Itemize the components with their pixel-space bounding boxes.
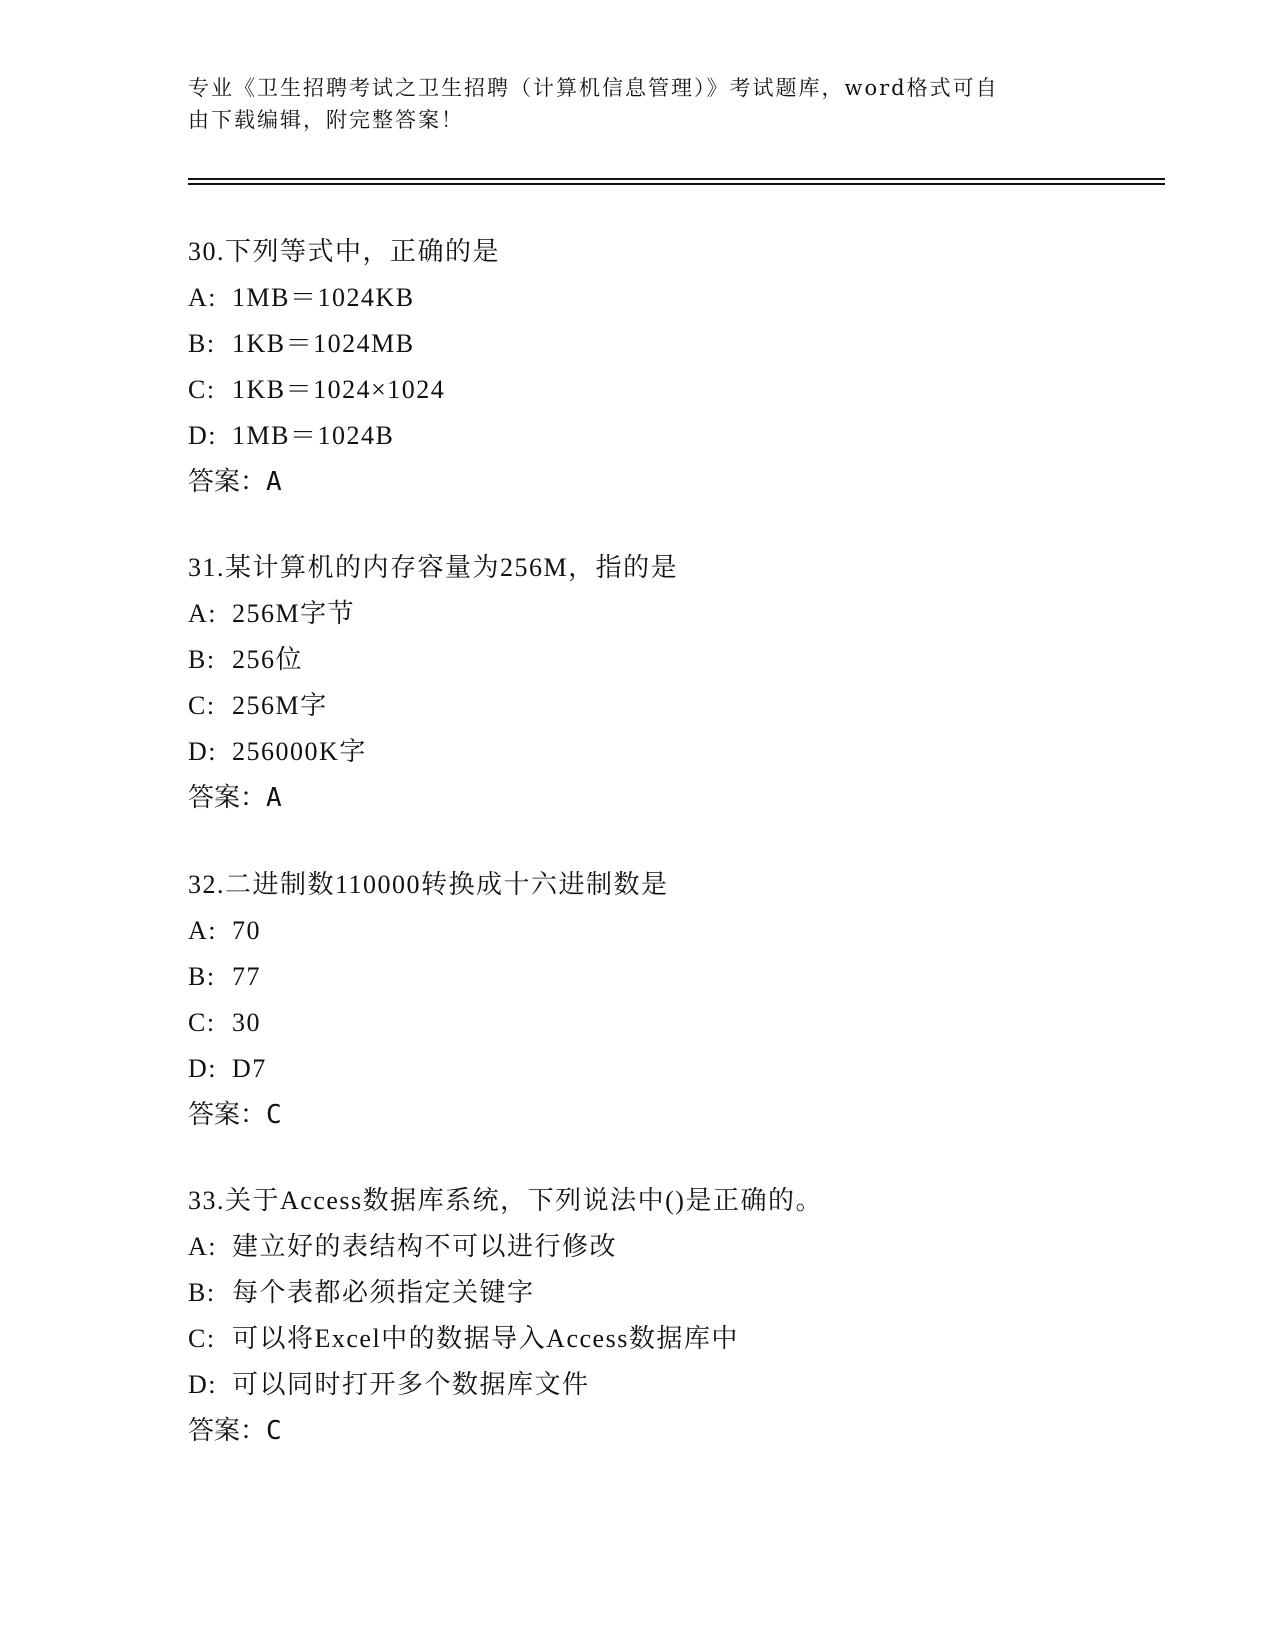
option-c [188,367,1188,413]
option-letter: D: [188,737,217,766]
option-text: 256000K字 [232,737,367,766]
header-line-1: 专业《卫生招聘考试之卫生招聘（计算机信息管理）》考试题库，word格式可自 [188,76,999,100]
option-b [188,954,1188,1000]
option-b [188,1270,1188,1316]
answer-line: 答案：A [188,467,282,497]
document-header [188,72,1068,136]
question-33 [188,1178,1188,1454]
option-letter: B: [188,1278,216,1307]
question-30 [188,229,1188,505]
option-text: 1KB＝1024MB [232,329,415,358]
option-text: 256位 [232,645,304,674]
question-title: 32.二进制数110000转换成十六进制数是 [188,870,669,899]
option-a [188,908,1188,954]
option-c [188,683,1188,729]
option-text: D7 [232,1054,267,1083]
option-text: 建立好的表结构不可以进行修改 [232,1232,618,1261]
question-title: 31.某计算机的内存容量为256M，指的是 [188,553,679,582]
option-letter: A: [188,916,217,945]
question-title: 30.下列等式中，正确的是 [188,237,501,266]
option-text: 256M字节 [232,599,356,628]
option-a [188,591,1188,637]
question-title: 33.关于Access数据库系统，下列说法中()是正确的。 [188,1186,823,1215]
header-divider-top [188,178,1165,180]
option-text: 1KB＝1024×1024 [232,375,446,404]
option-letter: A: [188,1232,217,1261]
option-text: 1MB＝1024KB [232,283,415,312]
option-c [188,1000,1188,1046]
answer-line: 答案：C [188,1100,282,1130]
option-letter: D: [188,1370,217,1399]
header-divider-bottom [188,183,1165,185]
option-letter: B: [188,329,216,358]
option-d [188,413,1188,459]
option-text: 可以将Excel中的数据导入Access数据库中 [232,1324,739,1353]
option-text: 30 [232,1008,261,1037]
option-b [188,637,1188,683]
option-letter: D: [188,421,217,450]
option-letter: D: [188,1054,217,1083]
option-letter: C: [188,691,216,720]
answer-line: 答案：A [188,783,282,813]
answer-line: 答案：C [188,1416,282,1446]
option-a [188,275,1188,321]
option-letter: C: [188,375,216,404]
option-c [188,1316,1188,1362]
option-letter: B: [188,645,216,674]
header-line-2: 由下载编辑，附完整答案！ [188,108,464,132]
option-text: 每个表都必须指定关键字 [232,1278,535,1307]
option-letter: A: [188,599,217,628]
option-letter: C: [188,1324,216,1353]
option-d [188,1362,1188,1408]
question-32 [188,862,1188,1138]
option-d [188,729,1188,775]
option-a [188,1224,1188,1270]
option-letter: C: [188,1008,216,1037]
option-text: 77 [232,962,261,991]
option-b [188,321,1188,367]
option-letter: A: [188,283,217,312]
option-d [188,1046,1188,1092]
option-letter: B: [188,962,216,991]
option-text: 1MB＝1024B [232,421,395,450]
option-text: 256M字 [232,691,328,720]
question-31 [188,545,1188,821]
option-text: 70 [232,916,261,945]
option-text: 可以同时打开多个数据库文件 [232,1370,590,1399]
